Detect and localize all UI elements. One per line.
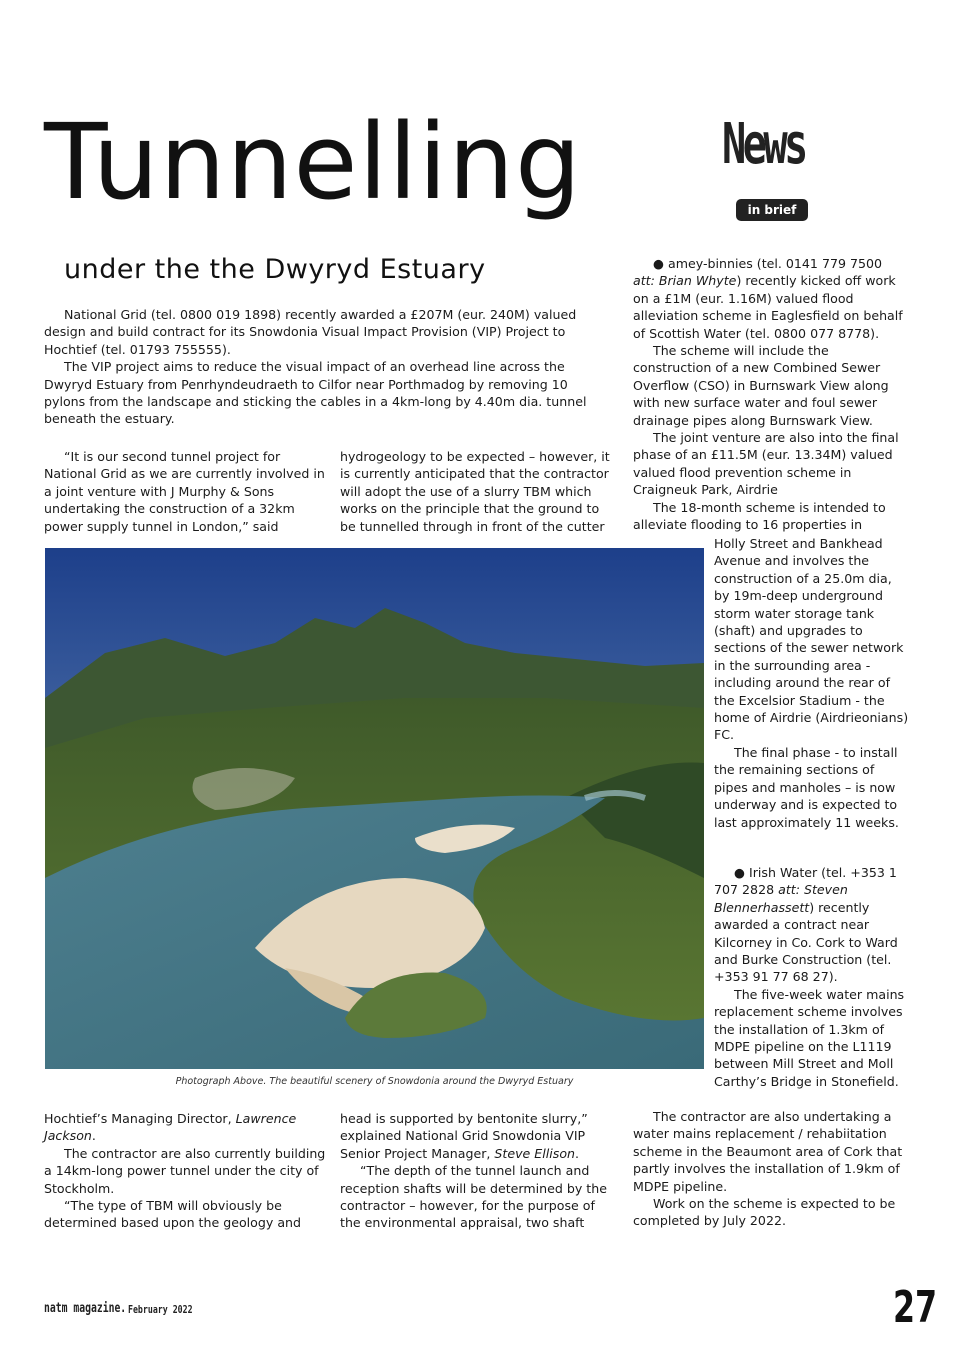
body-paragraph: The contractor are also currently building a 14km-long power tunnel under the city of Stockholm.: [44, 1145, 326, 1196]
news-heading: News: [722, 112, 805, 177]
article-column-2-top: [340, 448, 618, 535]
estuary-photo: [45, 548, 704, 1069]
body-paragraph: “The depth of the tunnel launch and reception shafts will be determined by the contractor – however, for the purpose of the environmental appraisal, two shaft: [340, 1163, 607, 1231]
article-column-1-bottom: [44, 1110, 326, 1232]
person-name: Lawrence Jackson: [44, 1111, 297, 1144]
article-intro: [44, 306, 592, 428]
article-subtitle: under the the Dwyryd Estuary: [64, 254, 486, 285]
body-paragraph: “The type of TBM will obviously be determined based upon the geology and: [44, 1198, 302, 1231]
person-name: Steve Ellison: [494, 1145, 576, 1161]
body-paragraph: “It is our second tunnel project for National Grid as we are currently involved in a joint venture with J Murphy & Sons undertaking the construction of a 32km power supply tunnel in London,” said: [44, 449, 325, 534]
body-paragraph: head is supported by bentonite slurry,” explained National Grid Snowdonia VIP Senior Project Manager, Steve Ellison.: [340, 1111, 588, 1161]
news-item-irish-water-continued: [633, 1108, 910, 1230]
news-item-irish-water: [714, 864, 910, 1090]
page-number: 27: [893, 1282, 938, 1333]
magazine-name: natm magazine.: [44, 1301, 127, 1316]
article-title: Tunnelling: [44, 101, 583, 223]
news-paragraph: Holly Street and Bankhead Avenue and involves the construction of a 25.0m dia, by 19m-deep underground storm water storage tank (shaft) and upgrades to sections of the sewer network in the surrounding area - including around the rear of the Excelsior Stadium - the home of Airdrie (Airdrieonians) FC.: [714, 536, 909, 743]
body-paragraph: Hochtief’s Managing Director, Lawrence Jackson.: [44, 1111, 297, 1144]
bullet-icon: ●: [734, 865, 745, 880]
news-paragraph: The contractor are also undertaking a water mains replacement / rehabiitation scheme in the Beaumont area of Cork that partly involves the installation of 1.9km of MDPE pipeline.: [633, 1109, 903, 1194]
in-brief-badge: in brief: [736, 199, 808, 221]
news-paragraph: The final phase - to install the remaining sections of pipes and manholes – is now underway and is expected to last approximately 11 weeks.: [714, 744, 899, 830]
news-paragraph: ● Irish Water (tel. +353 1 707 2828 att: Steven Blennerhassett) recently awarded a contract near Kilcorney in Co. Cork to Ward and Burke Construction (tel. +353 91 77 68 27).: [714, 865, 898, 985]
body-paragraph: hydrogeology to be expected – however, it is currently anticipated that the contractor will adopt the use of a slurry TBM which works on the principle that the ground to be tunnelled through in front of the cutter: [340, 449, 610, 534]
intro-paragraph: The VIP project aims to reduce the visual impact of an overhead line across the Dwyryd Estuary from Penrhyndeudraeth to Cilfor near Porthmadog by removing 10 pylons from the landscape and sticking the cables in a 4km-long by 4.40m dia. tunnel beneath the estuary.: [44, 359, 587, 427]
news-item-amey-binnies-continued: [714, 535, 910, 831]
article-column-1-top: [44, 448, 326, 535]
bullet-icon: ●: [653, 256, 664, 271]
news-item-amey-binnies: [633, 255, 905, 534]
intro-paragraph: National Grid (tel. 0800 019 1898) recently awarded a £207M (eur. 240M) valued design and build contract for its Snowdonia Visual Impact Provision (VIP) Project to Hochtief (tel. 01793 755555).: [44, 307, 577, 357]
news-paragraph: ● amey-binnies (tel. 0141 779 7500 att: Brian Whyte) recently kicked off work on a £1M (eur. 1.16M) valued flood alleviation scheme in Eaglesfield on behalf of Scottish Water (tel. 0800 077 8778).: [633, 256, 903, 341]
news-paragraph: The scheme will include the construction of a new Combined Sewer Overflow (CSO) in Burnswark View along with new surface water and foul sewer drainage pipes along Burnswark View.: [633, 343, 889, 428]
news-paragraph: The five-week water mains replacement scheme involves the installation of 1.3km of MDPE pipeline on the L1119 between Mill Street and Moll Carthy’s Bridge in Stonefield.: [714, 986, 905, 1089]
photo-caption: Photograph Above. The beautiful scenery of Snowdonia around the Dwyryd Estuary: [175, 1076, 574, 1087]
estuary-aerial-image: [45, 548, 704, 1069]
news-paragraph: The joint venture are also into the final phase of an £11.5M (eur. 13.34M) valued valued flood prevention scheme in Craigneuk Park, Airdrie: [633, 430, 899, 498]
news-paragraph: The 18-month scheme is intended to alleviate flooding to 16 properties in: [633, 499, 886, 533]
news-paragraph: Work on the scheme is expected to be completed by July 2022.: [633, 1196, 896, 1229]
issue-date: February 2022: [128, 1303, 193, 1316]
article-column-2-bottom: [340, 1110, 618, 1232]
